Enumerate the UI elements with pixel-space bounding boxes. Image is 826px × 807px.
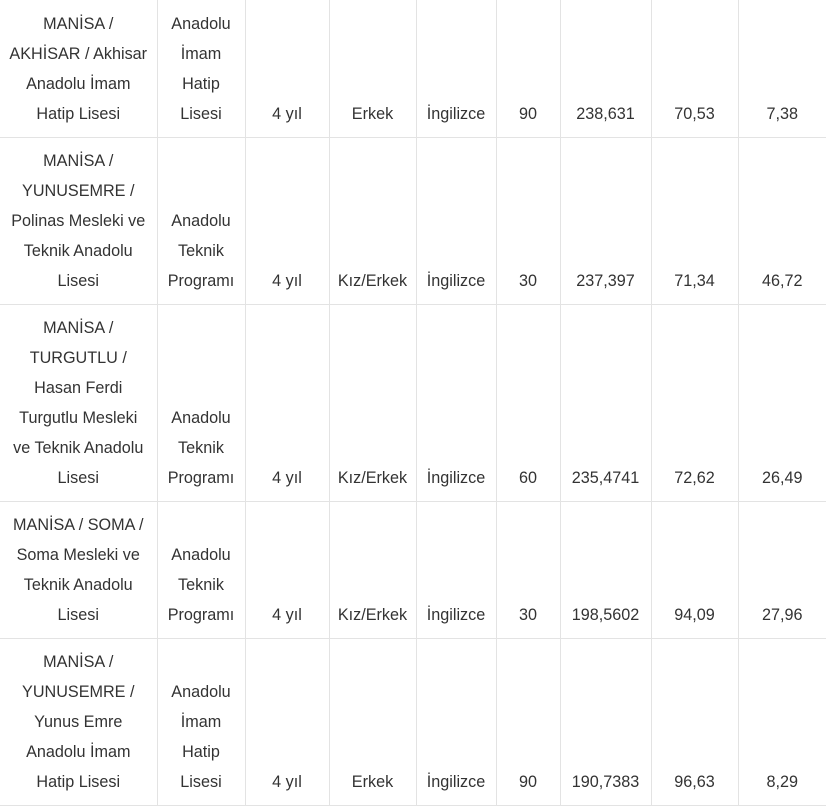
school-type-cell: Anadolu Teknik Programı	[157, 137, 245, 304]
ratio-cell: 27,96	[738, 501, 826, 638]
duration-cell: 4 yıl	[245, 137, 329, 304]
gender-cell: Erkek	[329, 0, 416, 137]
language-cell: İngilizce	[416, 501, 496, 638]
school-type-cell: Anadolu Teknik Programı	[157, 501, 245, 638]
school-name-cell: MANİSA / SOMA / Soma Mesleki ve Teknik Anadolu Lisesi	[0, 501, 157, 638]
language-cell: İngilizce	[416, 137, 496, 304]
duration-cell: 4 yıl	[245, 638, 329, 805]
duration-cell: 4 yıl	[245, 304, 329, 501]
quota-cell: 60	[496, 304, 560, 501]
score-cell: 235,4741	[560, 304, 651, 501]
language-cell: İngilizce	[416, 638, 496, 805]
school-type-cell: Anadolu Teknik Programı	[157, 304, 245, 501]
school-name-cell: MANİSA / TURGUTLU / Hasan Ferdi Turgutlu Mesleki ve Teknik Anadolu Lisesi	[0, 304, 157, 501]
quota-cell: 90	[496, 0, 560, 137]
duration-cell: 4 yıl	[245, 501, 329, 638]
percentile-cell: 70,53	[651, 0, 738, 137]
gender-cell: Kız/Erkek	[329, 137, 416, 304]
quota-cell: 30	[496, 501, 560, 638]
percentile-cell: 71,34	[651, 137, 738, 304]
score-cell: 190,7383	[560, 638, 651, 805]
table-row	[0, 501, 826, 638]
gender-cell: Kız/Erkek	[329, 501, 416, 638]
quota-cell: 30	[496, 137, 560, 304]
language-cell: İngilizce	[416, 0, 496, 137]
table-row	[0, 137, 826, 304]
percentile-cell: 72,62	[651, 304, 738, 501]
score-cell: 198,5602	[560, 501, 651, 638]
school-name-cell: MANİSA / YUNUSEMRE / Polinas Mesleki ve Teknik Anadolu Lisesi	[0, 137, 157, 304]
school-type-cell: Anadolu İmam Hatip Lisesi	[157, 0, 245, 137]
ratio-cell: 7,38	[738, 0, 826, 137]
duration-cell: 4 yıl	[245, 0, 329, 137]
gender-cell: Erkek	[329, 638, 416, 805]
percentile-cell: 94,09	[651, 501, 738, 638]
school-name-cell: MANİSA / AKHİSAR / Akhisar Anadolu İmam Hatip Lisesi	[0, 0, 157, 137]
score-cell: 238,631	[560, 0, 651, 137]
language-cell: İngilizce	[416, 304, 496, 501]
school-type-cell: Anadolu İmam Hatip Lisesi	[157, 638, 245, 805]
percentile-cell: 96,63	[651, 638, 738, 805]
table-row	[0, 638, 826, 805]
score-cell: 237,397	[560, 137, 651, 304]
gender-cell: Kız/Erkek	[329, 304, 416, 501]
school-name-cell: MANİSA / YUNUSEMRE / Yunus Emre Anadolu İmam Hatip Lisesi	[0, 638, 157, 805]
table-row	[0, 304, 826, 501]
quota-cell: 90	[496, 638, 560, 805]
ratio-cell: 46,72	[738, 137, 826, 304]
ratio-cell: 8,29	[738, 638, 826, 805]
ratio-cell: 26,49	[738, 304, 826, 501]
table-row	[0, 0, 826, 137]
